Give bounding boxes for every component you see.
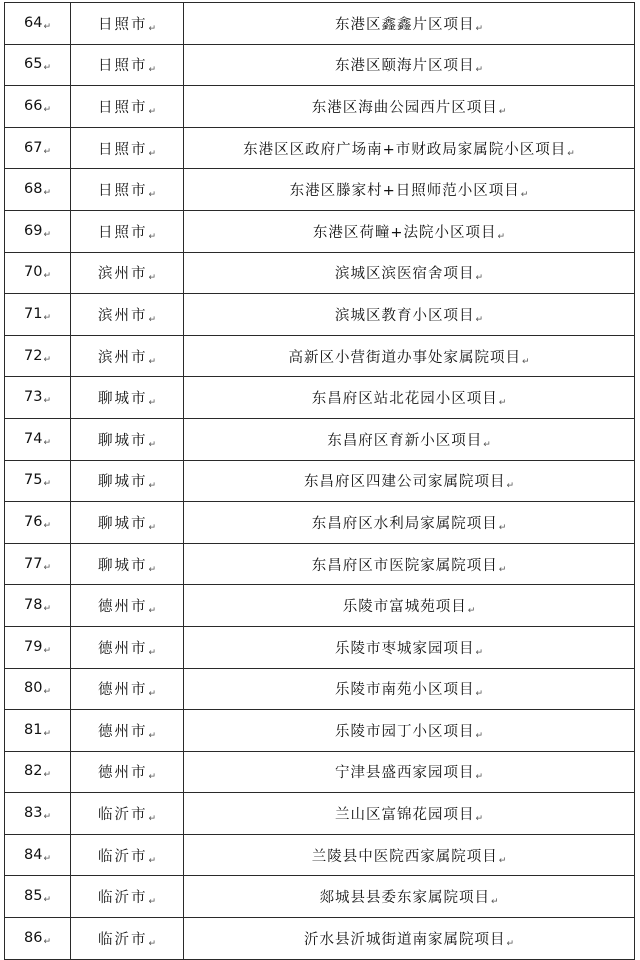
city-cell-text: 日照市: [97, 99, 148, 116]
project-name-cell-text: 乐陵市南苑小区项目: [334, 682, 475, 699]
paragraph-mark-icon: ↵: [567, 148, 575, 159]
paragraph-mark-icon: ↵: [43, 687, 51, 698]
paragraph-mark-icon: ↵: [43, 271, 51, 282]
row-number-cell: [5, 335, 71, 377]
paragraph-mark-icon: ↵: [498, 855, 507, 866]
row-number-cell-text: 83: [24, 805, 43, 822]
row-number-cell: [5, 377, 71, 419]
project-name-cell: [184, 86, 635, 128]
paragraph-mark-icon: ↵: [148, 689, 157, 700]
project-name-cell: [184, 44, 635, 86]
row-number-cell: [5, 294, 71, 336]
paragraph-mark-icon: ↵: [475, 689, 484, 700]
paragraph-mark-icon: ↵: [148, 106, 157, 117]
table-row: [5, 169, 635, 211]
paragraph-mark-icon: ↵: [43, 770, 51, 781]
row-number-cell-text: 78: [24, 597, 43, 614]
row-number-cell: [5, 918, 71, 960]
paragraph-mark-icon: ↵: [148, 356, 157, 367]
city-cell-text: 聊城市: [97, 391, 148, 408]
paragraph-mark-icon: ↵: [43, 21, 51, 32]
row-number-cell-text: 69: [24, 222, 43, 239]
paragraph-mark-icon: ↵: [148, 730, 157, 741]
paragraph-mark-icon: ↵: [483, 439, 491, 450]
project-name-cell-text: 郯城县县委东家属院项目: [319, 890, 490, 907]
row-number-cell: [5, 626, 71, 668]
city-cell-text: 日照市: [97, 141, 148, 158]
project-name-cell: [184, 418, 635, 460]
paragraph-mark-icon: ↵: [148, 938, 157, 949]
city-cell: [71, 127, 184, 169]
row-number-cell: [5, 127, 71, 169]
project-name-cell: [184, 502, 635, 544]
paragraph-mark-icon: ↵: [43, 562, 51, 573]
row-number-cell: [5, 44, 71, 86]
row-number-cell: [5, 418, 71, 460]
city-cell: [71, 460, 184, 502]
paragraph-mark-icon: ↵: [43, 604, 51, 615]
paragraph-mark-icon: ↵: [467, 606, 476, 617]
table-row: [5, 252, 635, 294]
project-name-cell-text: 东昌府区站北花园小区项目: [311, 391, 498, 408]
city-cell: [71, 834, 184, 876]
paragraph-mark-icon: ↵: [475, 730, 484, 741]
city-cell: [71, 252, 184, 294]
paragraph-mark-icon: ↵: [148, 231, 157, 242]
row-number-cell: [5, 210, 71, 252]
paragraph-mark-icon: ↵: [148, 190, 157, 201]
city-cell-text: 滨州市: [97, 266, 148, 283]
table-row: [5, 710, 635, 752]
table-row: [5, 918, 635, 960]
paragraph-mark-icon: ↵: [148, 855, 157, 866]
paragraph-mark-icon: ↵: [148, 398, 157, 409]
paragraph-mark-icon: ↵: [475, 814, 484, 825]
city-cell-text: 聊城市: [97, 557, 148, 574]
paragraph-mark-icon: ↵: [498, 398, 507, 409]
city-cell-text: 聊城市: [97, 515, 148, 532]
row-number-cell: [5, 86, 71, 128]
paragraph-mark-icon: ↵: [43, 853, 51, 864]
row-number-cell: [5, 502, 71, 544]
paragraph-mark-icon: ↵: [148, 65, 157, 76]
paragraph-mark-icon: ↵: [475, 273, 484, 284]
row-number-cell-text: 73: [24, 389, 43, 406]
project-name-cell-text: 高新区小营街道办事处家属院项目: [288, 349, 521, 366]
table-row: [5, 210, 635, 252]
city-cell: [71, 918, 184, 960]
row-number-cell: [5, 710, 71, 752]
row-number-cell-text: 71: [24, 305, 43, 322]
paragraph-mark-icon: ↵: [43, 895, 51, 906]
project-name-cell: [184, 3, 635, 45]
project-name-cell-text: 东昌府区育新小区项目: [327, 432, 483, 449]
table-row: [5, 127, 635, 169]
project-name-cell-text: 东港区荷疃+法院小区项目: [312, 224, 497, 241]
project-name-cell-text: 乐陵市园丁小区项目: [334, 723, 475, 740]
project-name-cell: [184, 710, 635, 752]
city-cell: [71, 377, 184, 419]
table-row: [5, 460, 635, 502]
paragraph-mark-icon: ↵: [43, 188, 51, 199]
row-number-cell: [5, 668, 71, 710]
table-row: [5, 876, 635, 918]
city-cell-text: 滨州市: [97, 307, 148, 324]
paragraph-mark-icon: ↵: [43, 63, 51, 74]
paragraph-mark-icon: ↵: [148, 606, 157, 617]
paragraph-mark-icon: ↵: [475, 314, 484, 325]
city-cell: [71, 335, 184, 377]
project-name-cell-text: 东昌府区市医院家属院项目: [311, 557, 498, 574]
row-number-cell-text: 68: [24, 181, 43, 198]
paragraph-mark-icon: ↵: [43, 146, 51, 157]
project-name-cell-text: 沂水县沂城街道南家属院项目: [303, 931, 506, 948]
project-name-cell-text: 东港区区政府广场南+市财政局家属院小区项目: [243, 141, 567, 158]
city-cell-text: 聊城市: [97, 432, 148, 449]
city-cell: [71, 876, 184, 918]
table-row: [5, 502, 635, 544]
project-name-cell-text: 东昌府区四建公司家属院项目: [303, 474, 506, 491]
paragraph-mark-icon: ↵: [490, 897, 499, 908]
paragraph-mark-icon: ↵: [43, 437, 51, 448]
project-name-cell: [184, 169, 635, 211]
paragraph-mark-icon: ↵: [148, 522, 157, 533]
row-number-cell-text: 77: [24, 555, 43, 572]
paragraph-mark-icon: ↵: [43, 936, 51, 947]
project-name-cell-text: 乐陵市枣城家园项目: [334, 640, 475, 657]
project-name-cell: [184, 335, 635, 377]
paragraph-mark-icon: ↵: [148, 148, 157, 159]
table-row: [5, 3, 635, 45]
paragraph-mark-icon: ↵: [498, 522, 507, 533]
paragraph-mark-icon: ↵: [475, 23, 484, 34]
table-row: [5, 44, 635, 86]
paragraph-mark-icon: ↵: [475, 65, 484, 76]
paragraph-mark-icon: ↵: [148, 772, 157, 783]
city-cell: [71, 668, 184, 710]
paragraph-mark-icon: ↵: [148, 439, 157, 450]
paragraph-mark-icon: ↵: [43, 229, 51, 240]
city-cell: [71, 169, 184, 211]
row-number-cell: [5, 3, 71, 45]
row-number-cell: [5, 751, 71, 793]
row-number-cell-text: 84: [24, 846, 43, 863]
paragraph-mark-icon: ↵: [43, 728, 51, 739]
city-cell-text: 日照市: [97, 58, 148, 75]
paragraph-mark-icon: ↵: [506, 938, 515, 949]
paragraph-mark-icon: ↵: [475, 647, 484, 658]
paragraph-mark-icon: ↵: [43, 354, 51, 365]
paragraph-mark-icon: ↵: [43, 396, 51, 407]
paragraph-mark-icon: ↵: [148, 273, 157, 284]
city-cell: [71, 543, 184, 585]
project-name-cell-text: 东港区鑫鑫片区项目: [334, 16, 475, 33]
project-name-cell: [184, 252, 635, 294]
row-number-cell-text: 86: [24, 929, 43, 946]
project-name-cell-text: 东港区颐海片区项目: [334, 58, 475, 75]
city-cell: [71, 710, 184, 752]
project-name-cell: [184, 834, 635, 876]
table-row: [5, 335, 635, 377]
paragraph-mark-icon: ↵: [43, 312, 51, 323]
city-cell-text: 临沂市: [97, 807, 148, 824]
row-number-cell-text: 76: [24, 513, 43, 530]
row-number-cell-text: 67: [24, 139, 43, 156]
project-name-cell-text: 滨城区教育小区项目: [334, 307, 475, 324]
row-number-cell-text: 75: [24, 472, 43, 489]
city-cell: [71, 626, 184, 668]
table-row: [5, 793, 635, 835]
row-number-cell: [5, 252, 71, 294]
project-name-cell: [184, 626, 635, 668]
row-number-cell: [5, 876, 71, 918]
project-name-cell: [184, 876, 635, 918]
row-number-cell-text: 64: [24, 14, 43, 31]
paragraph-mark-icon: ↵: [43, 479, 51, 490]
city-cell: [71, 210, 184, 252]
city-cell-text: 德州市: [97, 640, 148, 657]
project-name-cell-text: 滨城区滨医宿舍项目: [334, 266, 475, 283]
project-name-cell: [184, 543, 635, 585]
city-cell-text: 日照市: [97, 183, 148, 200]
paragraph-mark-icon: ↵: [498, 564, 507, 575]
city-cell-text: 德州市: [97, 723, 148, 740]
project-table: [4, 2, 635, 960]
paragraph-mark-icon: ↵: [148, 647, 157, 658]
city-cell: [71, 3, 184, 45]
city-cell-text: 德州市: [97, 682, 148, 699]
project-name-cell-text: 兰山区富锦花园项目: [334, 807, 475, 824]
paragraph-mark-icon: ↵: [521, 356, 530, 367]
paragraph-mark-icon: ↵: [43, 645, 51, 656]
row-number-cell: [5, 460, 71, 502]
project-name-cell-text: 乐陵市富城苑项目: [342, 599, 467, 616]
row-number-cell-text: 82: [24, 763, 43, 780]
city-cell: [71, 585, 184, 627]
paragraph-mark-icon: ↵: [43, 520, 51, 531]
row-number-cell-text: 80: [24, 680, 43, 697]
paragraph-mark-icon: ↵: [148, 23, 157, 34]
paragraph-mark-icon: ↵: [148, 314, 157, 325]
paragraph-mark-icon: ↵: [148, 897, 157, 908]
table-row: [5, 377, 635, 419]
row-number-cell-text: 81: [24, 721, 43, 738]
row-number-cell-text: 74: [24, 430, 43, 447]
paragraph-mark-icon: ↵: [520, 190, 529, 201]
city-cell-text: 日照市: [97, 224, 148, 241]
city-cell: [71, 86, 184, 128]
table-row: [5, 834, 635, 876]
city-cell: [71, 751, 184, 793]
project-name-cell: [184, 127, 635, 169]
project-name-cell-text: 东港区海曲公园西片区项目: [311, 99, 498, 116]
paragraph-mark-icon: ↵: [43, 812, 51, 823]
project-name-cell: [184, 668, 635, 710]
city-cell-text: 滨州市: [97, 349, 148, 366]
row-number-cell-text: 65: [24, 56, 43, 73]
table-row: [5, 668, 635, 710]
city-cell-text: 德州市: [97, 599, 148, 616]
project-name-cell: [184, 585, 635, 627]
paragraph-mark-icon: ↵: [475, 772, 484, 783]
table-row: [5, 751, 635, 793]
city-cell-text: 临沂市: [97, 890, 148, 907]
table-row: [5, 626, 635, 668]
table-row: [5, 86, 635, 128]
project-name-cell: [184, 793, 635, 835]
project-name-cell: [184, 751, 635, 793]
city-cell-text: 聊城市: [97, 474, 148, 491]
project-name-cell: [184, 210, 635, 252]
paragraph-mark-icon: ↵: [43, 104, 51, 115]
table-row: [5, 418, 635, 460]
project-name-cell: [184, 294, 635, 336]
paragraph-mark-icon: ↵: [148, 564, 157, 575]
table-row: [5, 294, 635, 336]
city-cell: [71, 44, 184, 86]
row-number-cell: [5, 543, 71, 585]
row-number-cell-text: 79: [24, 638, 43, 655]
city-cell-text: 临沂市: [97, 848, 148, 865]
city-cell: [71, 294, 184, 336]
project-name-cell: [184, 918, 635, 960]
paragraph-mark-icon: ↵: [148, 814, 157, 825]
table-row: [5, 543, 635, 585]
row-number-cell: [5, 793, 71, 835]
row-number-cell-text: 72: [24, 347, 43, 364]
city-cell: [71, 793, 184, 835]
city-cell: [71, 418, 184, 460]
city-cell-text: 德州市: [97, 765, 148, 782]
row-number-cell: [5, 585, 71, 627]
city-cell-text: 日照市: [97, 16, 148, 33]
project-name-cell-text: 东昌府区水利局家属院项目: [311, 515, 498, 532]
table-body: [5, 3, 635, 960]
project-name-cell-text: 兰陵县中医院西家属院项目: [311, 848, 498, 865]
paragraph-mark-icon: ↵: [497, 231, 506, 242]
row-number-cell-text: 66: [24, 97, 43, 114]
project-name-cell: [184, 377, 635, 419]
table-row: [5, 585, 635, 627]
project-name-cell-text: 东港区滕家村+日照师范小区项目: [289, 183, 520, 200]
row-number-cell: [5, 169, 71, 211]
paragraph-mark-icon: ↵: [506, 481, 515, 492]
row-number-cell: [5, 834, 71, 876]
row-number-cell-text: 85: [24, 888, 43, 905]
project-name-cell-text: 宁津县盛西家园项目: [334, 765, 475, 782]
city-cell: [71, 502, 184, 544]
paragraph-mark-icon: ↵: [498, 106, 507, 117]
paragraph-mark-icon: ↵: [148, 481, 157, 492]
project-name-cell: [184, 460, 635, 502]
city-cell-text: 临沂市: [97, 931, 148, 948]
row-number-cell-text: 70: [24, 264, 43, 281]
